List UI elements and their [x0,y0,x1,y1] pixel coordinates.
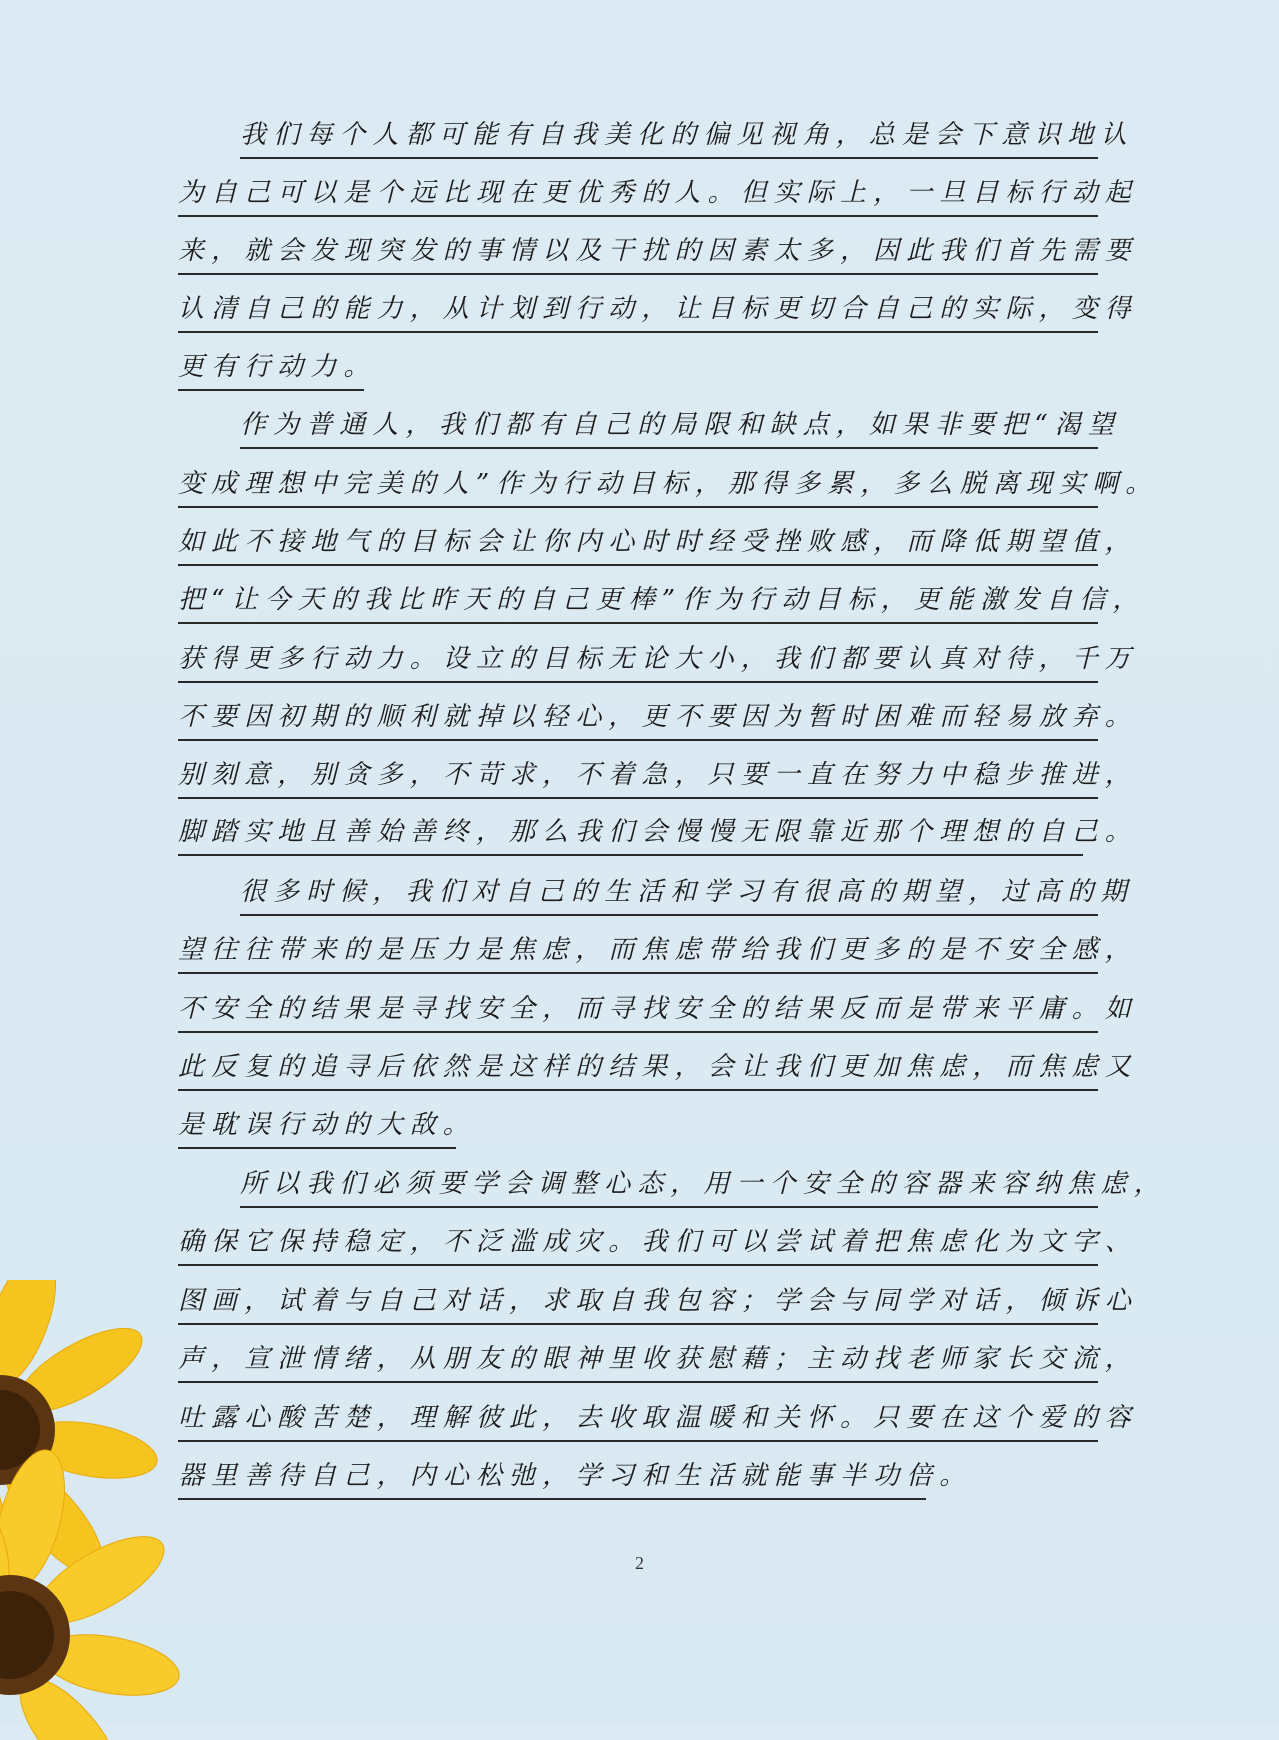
sunflower-decoration [0,1280,240,1740]
text-line: 此反复的追寻后依然是这样的结果，会让我们更加焦虑，而焦虑又 [178,1047,1098,1091]
text-line: 为自己可以是个远比现在更优秀的人。但实际上，一旦目标行动起 [178,173,1098,217]
text-line: 确保它保持稳定，不泛滥成灾。我们可以尝试着把焦虑化为文字、 [178,1222,1098,1266]
text-line: 不安全的结果是寻找安全，而寻找安全的结果反而是带来平庸。如 [178,989,1098,1033]
text-line: 别刻意，别贪多，不苛求，不着急，只要一直在努力中稳步推进， [178,755,1098,799]
text-line: 器里善待自己，内心松弛，学习和生活就能事半功倍。 [178,1456,926,1500]
text-line: 望往往带来的是压力是焦虑，而焦虑带给我们更多的是不安全感， [178,930,1098,974]
text-line: 变成理想中完美的人”作为行动目标，那得多累，多么脱离现实啊。 [178,464,1098,508]
text-line: 认清自己的能力，从计划到行动，让目标更切合自己的实际，变得 [178,289,1098,333]
text-line: 把“让今天的我比昨天的自己更棒”作为行动目标，更能激发自信， [178,580,1098,624]
text-line: 是耽误行动的大敌。 [178,1105,456,1149]
text-line: 更有行动力。 [178,347,364,391]
text-line: 不要因初期的顺利就掉以轻心，更不要因为暂时困难而轻易放弃。 [178,697,1098,741]
text-line: 如此不接地气的目标会让你内心时时经受挫败感，而降低期望值， [178,522,1098,566]
text-line: 所以我们必须要学会调整心态，用一个安全的容器来容纳焦虑， [240,1164,1098,1208]
text-line: 作为普通人，我们都有自己的局限和缺点，如果非要把“渴望 [240,405,1098,449]
text-line: 图画，试着与自己对话，求取自我包容；学会与同学对话，倾诉心 [178,1281,1098,1325]
text-line: 吐露心酸苦楚，理解彼此，去收取温暖和关怀。只要在这个爱的容 [178,1398,1098,1442]
text-line: 很多时候，我们对自己的生活和学习有很高的期望，过高的期 [240,872,1098,916]
text-line: 声，宣泄情绪，从朋友的眼神里收获慰藉；主动找老师家长交流， [178,1339,1098,1383]
text-line: 来，就会发现突发的事情以及干扰的因素太多，因此我们首先需要 [178,231,1098,275]
page-number: 2 [635,1553,644,1573]
text-line: 获得更多行动力。设立的目标无论大小，我们都要认真对待，千万 [178,639,1098,683]
text-line: 脚踏实地且善始善终，那么我们会慢慢无限靠近那个理想的自己。 [178,812,1083,856]
text-line: 我们每个人都可能有自我美化的偏见视角，总是会下意识地认 [240,115,1098,159]
